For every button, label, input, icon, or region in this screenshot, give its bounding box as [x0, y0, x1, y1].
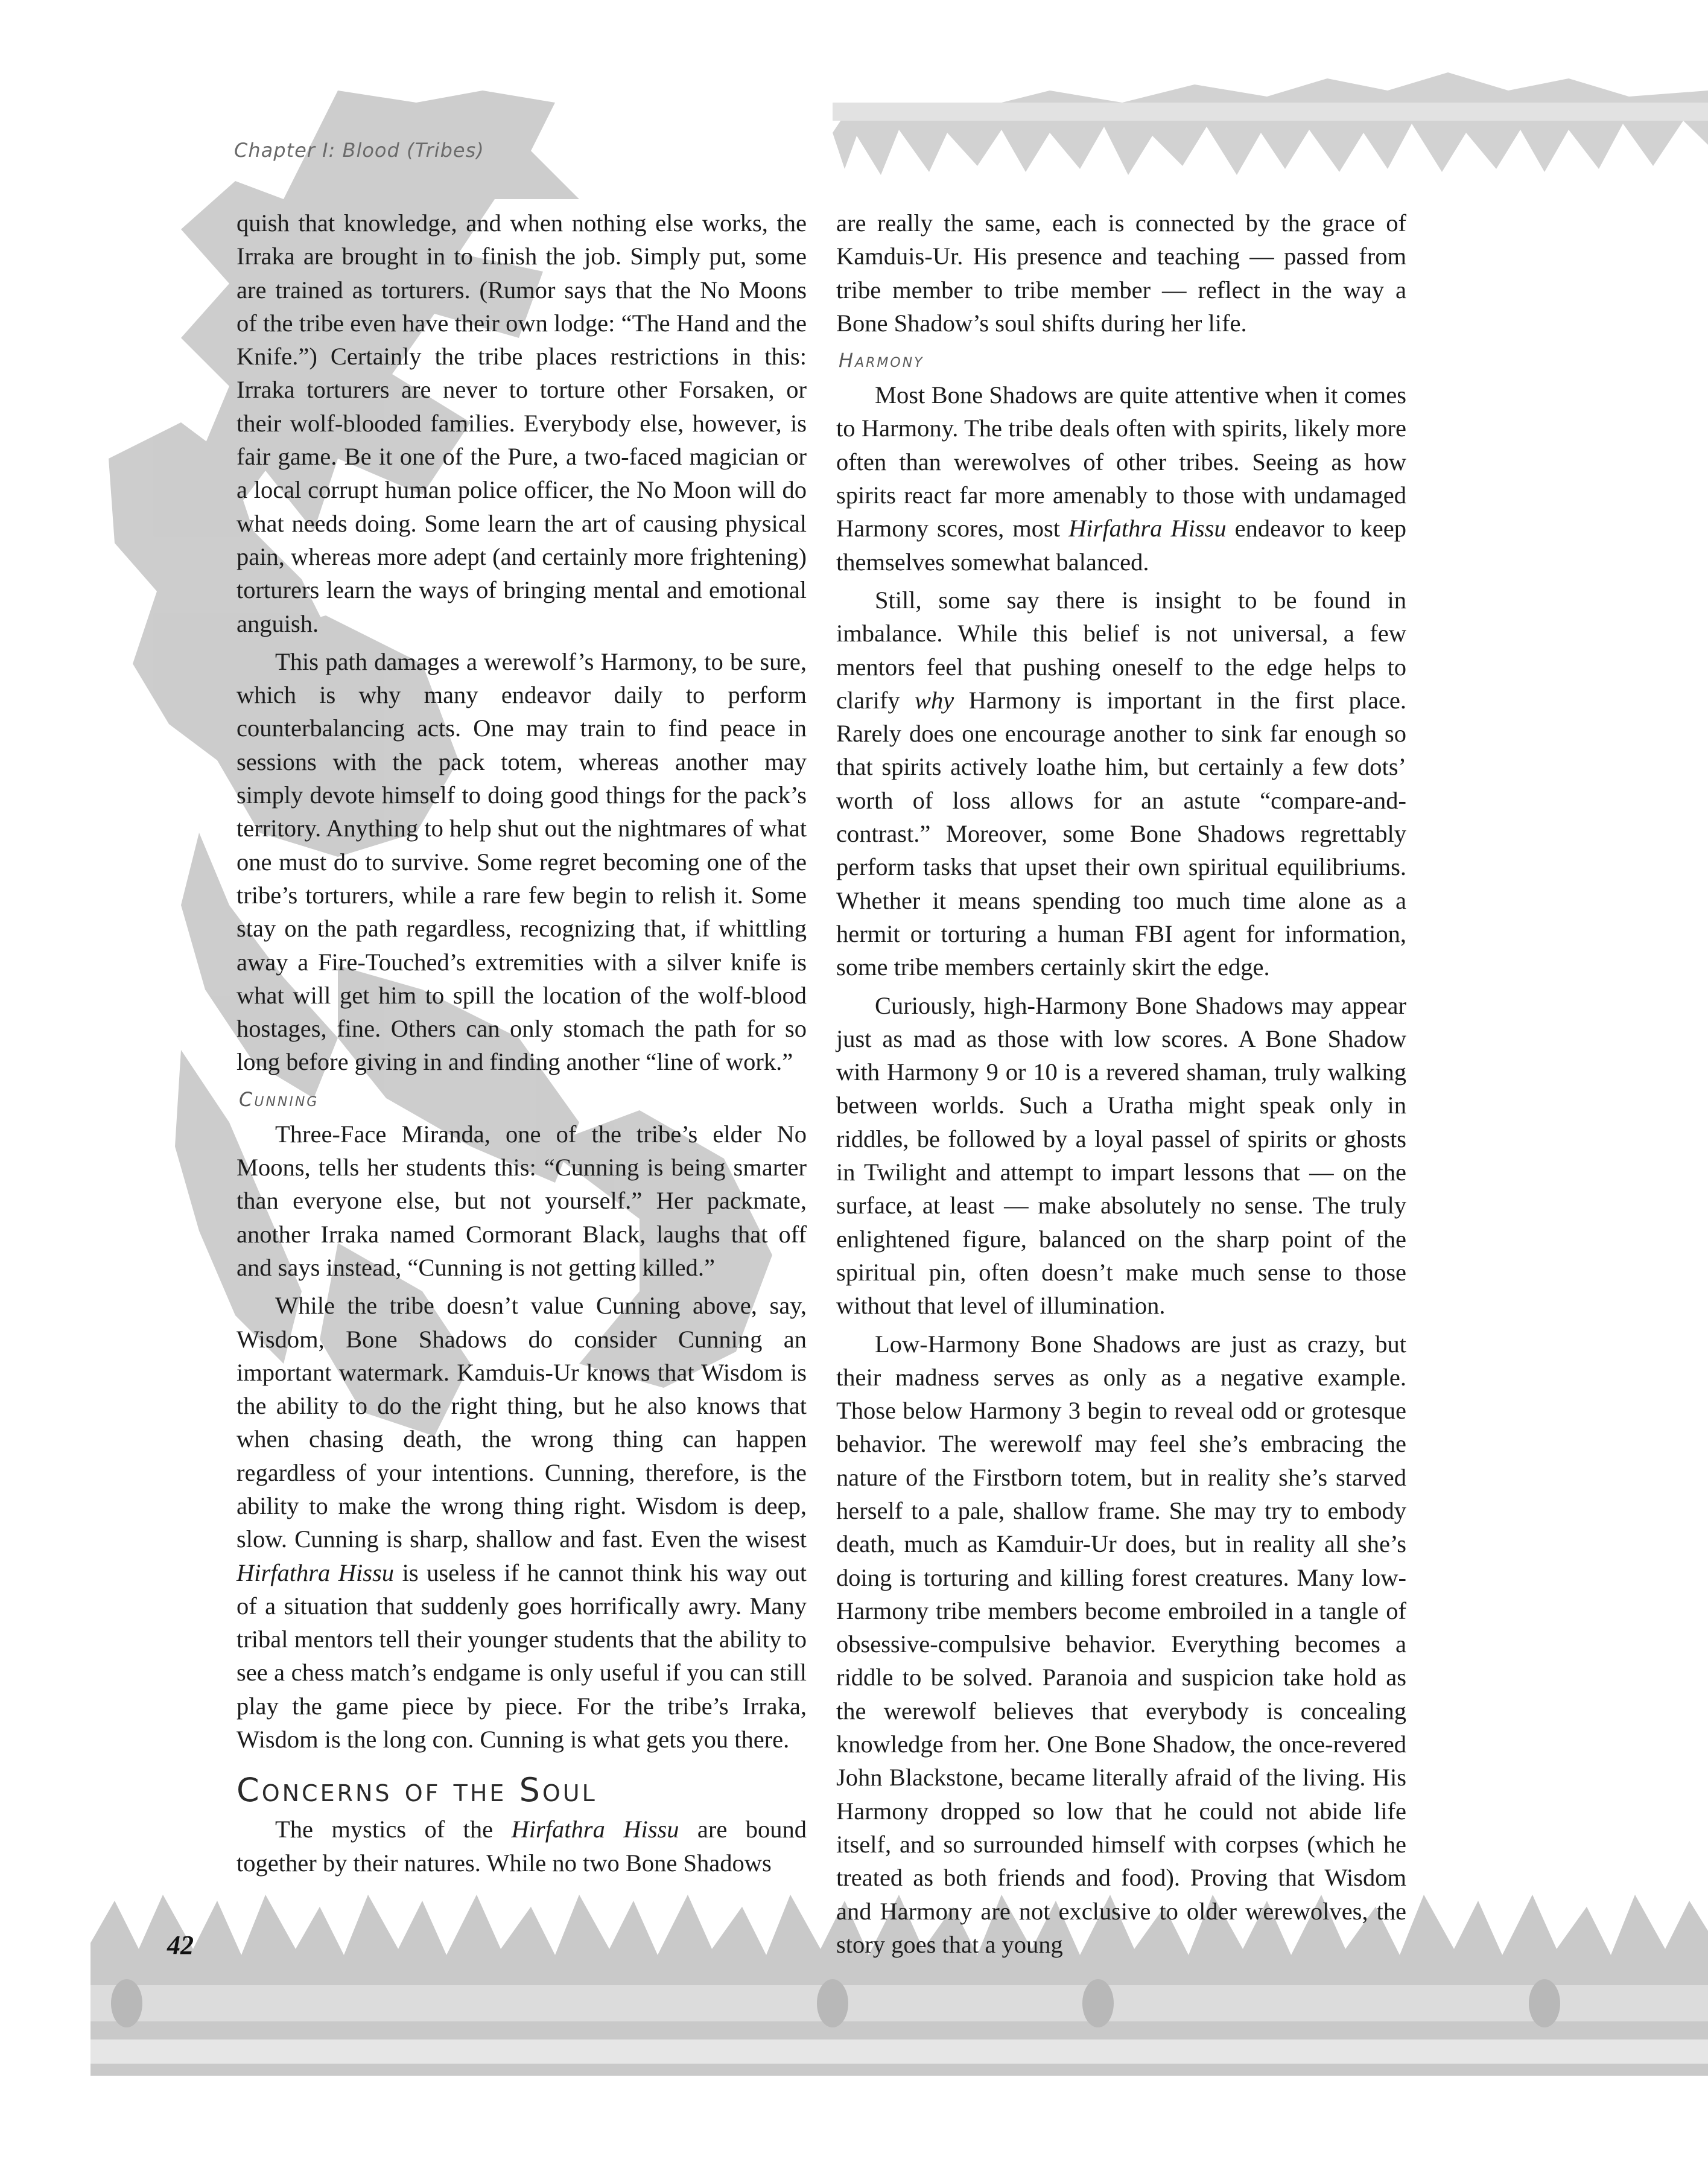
subhead-harmony: Harmony [839, 349, 924, 372]
section-heading-concerns-of-the-soul: Concerns of the Soul [237, 1771, 597, 1810]
right-text-column [836, 206, 1406, 1961]
right-paragraph-2: Most Bone Shadows are quite attentive when it comes to Harmony. The tribe deals often with spirits, likely more often than werewolves of other tribes. Seeing as how spirits react far more amenably to those with undamaged Harmony scores, most Hirfathra Hissu endeavor to keep themselves somewhat balanced. [836, 381, 1406, 576]
tribe-name-italic: Hirfathra Hissu [1068, 515, 1227, 542]
right-paragraph-5: Low-Harmony Bone Shadows are just as crazy, but their madness serves as only as a negative example. Those below Harmony 3 begin to reveal odd or grotesque behavior. The werewolf may feel she’s embracing the nature of the Firstborn totem, but in reality she’s starved herself to a pale, shallow frame. She may try to embody death, much as Kamduir-Ur does, but in reality all she’s doing is torturing and killing forest creatures. Many low-Harmony tribe members become embroiled in a tangle of obsessive-compulsive behavior. Everything becomes a riddle to be solved. Paranoia and suspicion take hold as the werewolf believes that everybody is concealing knowledge from her. One Bone Shadow, the once-revered John Blackstone, became literally afraid of the living. His Harmony dropped so low that he could not abide life itself, and so surrounded himself with corpses (which he treated as both friends and food). Proving that Wisdom and Harmony are not exclusive to older werewolves, the story goes that a young [836, 1330, 1406, 1958]
left-paragraph-1: quish that knowledge, and when nothing else works, the Irraka are brought in to finish the job. Simply put, some are trained as torturers. (Rumor says that the No Moons of the tribe even have their own lodge: “The Hand and the Knife.”) Certainly the tribe places restrictions in this: Irraka torturers are never to torture other Forsaken, or their wolf-blooded families. Everybody else, however, is fair game. Be it one of the Pure, a two-faced magician or a local corrupt human police officer, the No Moon will do what needs doing. Some learn the art of causing physical pain, whereas more adept (and certainly more frightening) torturers learn the ways of bringing mental and emotional anguish. [237, 209, 807, 637]
left-paragraph-5: The mystics of the Hirfathra Hissu are bound together by their natures. While no two Bone Shadows [237, 1816, 807, 1877]
tribe-name-italic: Hirfathra Hissu [511, 1816, 679, 1843]
top-bone-border-art [833, 72, 1708, 175]
running-head: Chapter I: Blood (Tribes) [234, 139, 484, 162]
left-paragraph-3: Three-Face Miranda, one of the tribe’s elder No Moons, tells her students this: “Cunning is being smarter than everyone else, but not yourself.” Her packmate, another Irraka named Cormorant Black, laughs that off and says instead, “Cunning is not getting killed.” [237, 1120, 807, 1281]
tribe-name-italic: Hirfathra Hissu [237, 1559, 395, 1586]
page-number: 42 [167, 1930, 194, 1960]
emphasis-why: why [915, 686, 954, 714]
right-paragraph-4: Curiously, high-Harmony Bone Shadows may appear just as mad as those with low scores. A Bone Shadow with Harmony 9 or 10 is a revered shaman, truly walking between worlds. Such a Uratha might speak only in riddles, be followed by a loyal passel of spirits or ghosts in Twilight and attempt to impart lessons that — on the surface, at least — make absolutely no sense. The truly enlightened figure, balanced on the sharp point of the spiritual pin, often doesn’t make much sense to those without that level of illumination. [836, 991, 1406, 1320]
right-paragraph-3: Still, some say there is insight to be found in imbalance. While this belief is not universal, a few mentors feel that pushing oneself to the edge helps to clarify why Harmony is important in the first place. Rarely does one encourage another to sink far enough so that spirits actively loathe him, but certainly a few dots’ worth of loss allows for an astute “compare-and-contrast.” Moreover, some Bone Shadows regrettably perform tasks that upset their own spiritual equilibriums. Whether it means spending too much time alone as a hermit or torturing a human FBI agent for information, some tribe members certainly skirt the edge. [836, 586, 1406, 981]
left-paragraph-4: While the tribe doesn’t value Cunning above, say, Wisdom, Bone Shadows do consider Cunning an important watermark. Kamduis-Ur knows that Wisdom is the ability to do the right thing, but he also knows that when chasing death, the wrong thing can happen regardless of your intentions. Cunning, therefore, is the ability to make the wrong thing right. Wisdom is deep, slow. Cunning is sharp, shallow and fast. Even the wisest Hirfathra Hissu is useless if he cannot think his way out of a situation that suddenly goes horrifically awry. Many tribal mentors tell their younger students that the ability to see a chess match’s endgame is only useful if you can still play the game piece by piece. For the tribe’s Irraka, Wisdom is the long con. Cunning is what gets you there. [237, 1292, 807, 1753]
right-paragraph-1: are really the same, each is connected by the grace of Kamduis-Ur. His presence and teaching — passed from tribe member to tribe member — reflect in the way a Bone Shadow’s soul shifts during her life. [836, 209, 1406, 337]
left-text-column [237, 206, 807, 1880]
left-paragraph-2: This path damages a werewolf’s Harmony, to be sure, which is why many endeavor daily to perform counterbalancing acts. One may train to find peace in sessions with the pack totem, whereas another may simply devote himself to doing good things for the pack’s territory. Anything to help shut out the nightmares of what one must do to survive. Some regret becoming one of the tribe’s torturers, while a rare few begin to relish it. Some stay on the path regardless, recognizing that, if whittling away a Fire-Touched’s extremities with a silver knife is what will get him to spill the location of the wolf-blood hostages, fine. Others can only stomach the path for so long before giving in and finding another “line of work.” [237, 647, 807, 1076]
subhead-cunning: Cunning [239, 1087, 319, 1111]
